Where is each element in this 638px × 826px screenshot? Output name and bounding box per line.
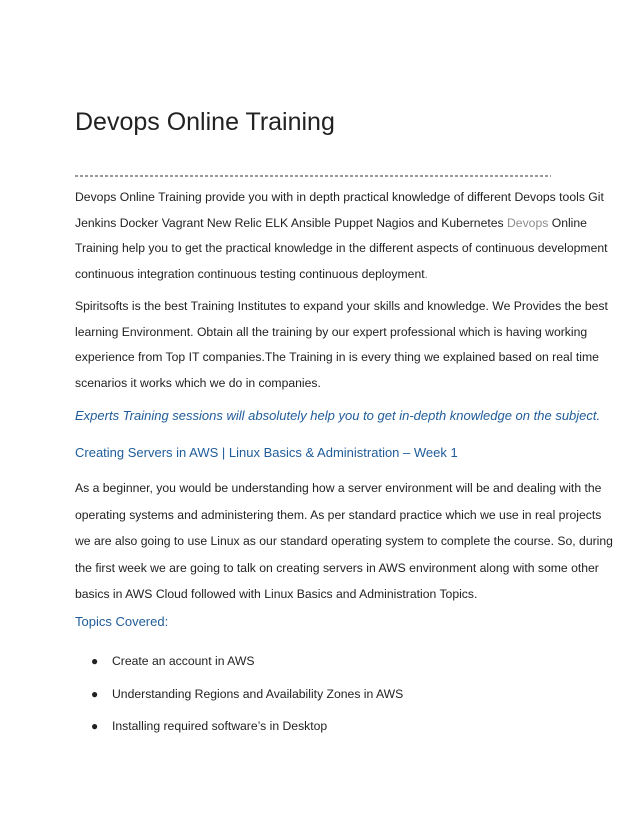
week-line: the first week we are going to talk on creating servers in AWS environment along with some other	[75, 560, 599, 575]
week-heading: Creating Servers in AWS | Linux Basics & Administration – Week 1	[75, 445, 458, 460]
list-item	[75, 687, 403, 720]
week-line: As a beginner, you would be understanding how a server environment will be and dealing with the	[75, 481, 602, 495]
bullet-icon: ●	[91, 654, 99, 668]
list-item-label: Understanding Regions and Availability Zones in AWS	[112, 686, 404, 701]
topics-list	[75, 654, 403, 752]
intro-line: Jenkins Docker Vagrant New Relic ELK Ansible Puppet Nagios and Kubernetes Devops Online	[75, 215, 587, 230]
bullet-icon: ●	[91, 686, 99, 701]
divider	[75, 175, 551, 177]
intro-line: Training help you to get the practical knowledge in the different aspects of continuous development	[75, 241, 608, 256]
bullet-icon: ●	[91, 719, 99, 734]
intro-line: Devops Online Training provide you with in depth practical knowledge of different Devops tools Git	[75, 190, 604, 204]
intro-line: continuous integration continuous testing continuous deployment.	[75, 267, 429, 282]
list-item	[75, 719, 403, 752]
list-item-label: Installing required software’s in Desktop	[112, 719, 328, 734]
tagline: Experts Training sessions will absolutely help you to get in-depth knowledge on the subject.	[75, 408, 601, 423]
week-line: operating systems and administering them. As per standard practice which we use in real projects	[75, 507, 602, 522]
intro-paragraph	[75, 190, 608, 293]
about-line: scenarios it works which we do in companies.	[75, 376, 321, 391]
list-item	[75, 654, 403, 687]
page-title: Devops Online Training	[75, 108, 335, 136]
devops-link[interactable]: Devops	[507, 215, 549, 230]
about-line: learning Environment. Obtain all the training by our expert professional which is having working	[75, 324, 588, 339]
week-paragraph	[75, 481, 613, 614]
week-line: basics in AWS Cloud followed with Linux Basics and Administration Topics.	[75, 587, 478, 602]
topics-heading: Topics Covered:	[75, 614, 169, 629]
about-line: Spiritsofts is the best Training Institutes to expand your skills and knowledge. We Provides the best	[75, 299, 608, 313]
about-line: experience from Top IT companies.The Training in is every thing we explained based on real time	[75, 350, 599, 365]
list-item-label: Create an account in AWS	[112, 654, 255, 668]
week-line: we are also going to use Linux as our standard operating system to complete the course. So, during	[75, 534, 613, 549]
about-paragraph	[75, 299, 608, 402]
